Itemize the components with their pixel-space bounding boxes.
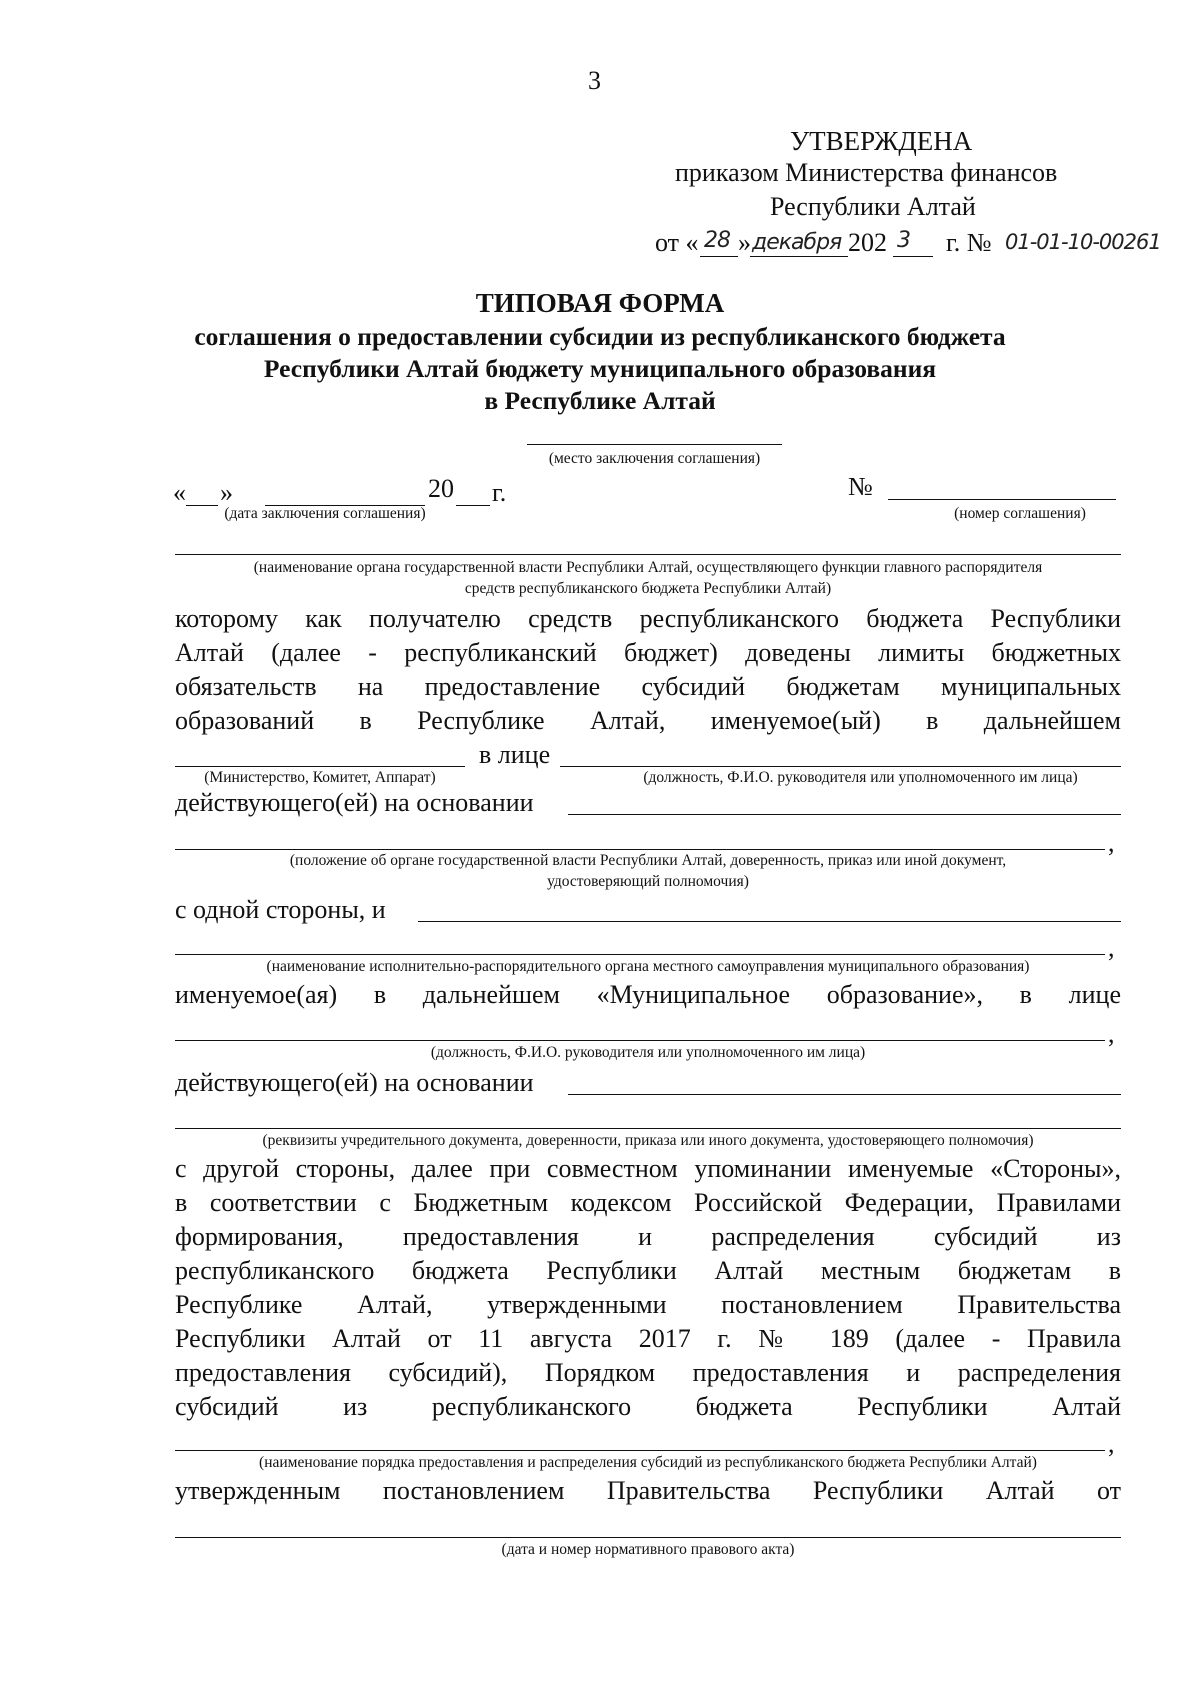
official-2-caption: (должность, Ф.И.О. руководителя или уполномоченного им лица) — [430, 1044, 866, 1061]
number-caption: (номер соглашения) — [954, 505, 1086, 522]
authority-caption-1: (наименование органа государственной власти Республики Алтай, осуществляющего функции главного распорядителя — [253, 559, 1043, 576]
municipal-body-caption: (наименование исполнительно-распорядительного органа местного самоуправления муниципального образования) — [266, 958, 1030, 975]
form-title: ТИПОВАЯ ФОРМА — [475, 288, 725, 318]
year-label: 20 — [428, 474, 454, 503]
acting-basis-2-field-line — [568, 1094, 1121, 1095]
v-litse-label: в лице — [479, 740, 551, 769]
one-side-label: с одной стороны, и — [175, 895, 386, 924]
official-2-field-line — [175, 1040, 1105, 1041]
authority-field-line — [175, 554, 1121, 555]
paragraph-2-line-1: с другой стороны, далее при совместном упоминании именуемые «Стороны», — [175, 1154, 1121, 1183]
heading-line-1: соглашения о предоставлении субсидии из республиканского бюджета — [194, 322, 1006, 351]
municipal-body-field-line — [175, 954, 1105, 955]
requisites-caption: (реквизиты учредительного документа, доверенности, приказа или иного документа, удостоверяющего полномочия) — [262, 1132, 1034, 1149]
handwritten-year-digit: 3 — [897, 228, 910, 253]
paragraph-2-line-4: республиканского бюджета Республики Алтай местным бюджетам в — [175, 1256, 1121, 1285]
one-side-field-line — [418, 921, 1121, 922]
named-mo-line: именуемое(ая) в дальнейшем «Муниципальное образование», в лице — [175, 980, 1121, 1009]
requisites-field-line — [175, 1128, 1121, 1129]
basis-caption-2: удостоверяющий полномочия) — [547, 873, 749, 890]
paragraph-1-line-4: образований в Республике Алтай, именуемое(ый) в дальнейшем — [175, 706, 1121, 735]
year-prefix: 202 — [848, 228, 887, 257]
handwritten-month: декабря — [752, 230, 842, 255]
paragraph-2-line-7: предоставления субсидий), Порядком предоставления и распределения — [175, 1358, 1121, 1387]
number-field-line — [888, 499, 1116, 500]
date-caption: (дата заключения соглашения) — [224, 505, 426, 522]
basis-field-line — [175, 849, 1105, 850]
place-field-line — [527, 444, 782, 445]
paragraph-2-line-3: формирования, предоставления и распределения субсидий из — [175, 1222, 1121, 1251]
official-field-line — [560, 766, 1121, 767]
acting-basis-2-label: действующего(ей) на основании — [175, 1068, 534, 1097]
date-quote-close: » — [738, 228, 751, 257]
g-label: г. — [492, 478, 507, 507]
authority-caption-2: средств республиканского бюджета Республики Алтай) — [464, 580, 832, 597]
handwritten-day: 28 — [704, 228, 730, 253]
number-sign: № — [848, 472, 873, 501]
place-caption: (место заключения соглашения) — [548, 450, 761, 467]
acting-basis-label: действующего(ей) на основании — [175, 788, 534, 817]
paragraph-1-line-2: Алтай (далее - республиканский бюджет) доведены лимиты бюджетных — [175, 638, 1121, 667]
paragraph-2-line-5: Республике Алтай, утвержденными постановлением Правительства — [175, 1290, 1121, 1319]
date-prefix: от « — [655, 228, 699, 257]
approval-line-2: Республики Алтай — [770, 192, 976, 221]
date-open-quote: « — [173, 478, 186, 507]
procedure-caption: (наименование порядка предоставления и распределения субсидий из республиканского бюджета Республики Алтай) — [259, 1454, 1037, 1471]
approval-line-1: приказом Министерства финансов — [675, 158, 1058, 187]
heading-line-3: в Республике Алтай — [484, 386, 716, 415]
order-number-label: г. № — [946, 228, 992, 257]
comma: , — [1108, 1019, 1115, 1048]
procedure-field-line — [175, 1450, 1105, 1451]
page-number: 3 — [588, 66, 601, 95]
heading-line-2: Республики Алтай бюджету муниципального образования — [263, 354, 937, 383]
paragraph-1-line-1: которому как получателю средств республиканского бюджета Республики — [175, 604, 1121, 633]
comma: , — [1108, 1429, 1115, 1458]
date-close-quote: » — [220, 478, 233, 507]
act-field-line — [175, 1537, 1121, 1538]
paragraph-2-line-6: Республики Алтай от 11 августа 2017 г. № 189 (далее - Правила — [175, 1324, 1121, 1353]
basis-caption-1: (положение об органе государственной власти Республики Алтай, доверенность, приказ или иной документ, — [289, 852, 1007, 869]
ministry-caption: (Министерство, Комитет, Аппарат) — [204, 769, 436, 786]
paragraph-2-line-2: в соответствии с Бюджетным кодексом Российской Федерации, Правилами — [175, 1188, 1121, 1217]
official-caption: (должность, Ф.И.О. руководителя или уполномоченного им лица) — [643, 769, 1078, 786]
approved-by-line: утвержденным постановлением Правительства Республики Алтай от — [175, 1476, 1121, 1505]
ministry-field-line — [175, 766, 465, 767]
paragraph-2-line-8: субсидий из республиканского бюджета Республики Алтай — [175, 1392, 1121, 1421]
act-caption: (дата и номер нормативного правового акта) — [501, 1541, 795, 1558]
acting-basis-field-line — [568, 814, 1121, 815]
approval-title: УТВЕРЖДЕНА — [790, 126, 973, 156]
comma: , — [1108, 828, 1115, 857]
handwritten-order-number: 01-01-10-00261 — [1005, 230, 1161, 254]
comma: , — [1108, 933, 1115, 962]
paragraph-1-line-3: обязательств на предоставление субсидий бюджетам муниципальных — [175, 672, 1121, 701]
